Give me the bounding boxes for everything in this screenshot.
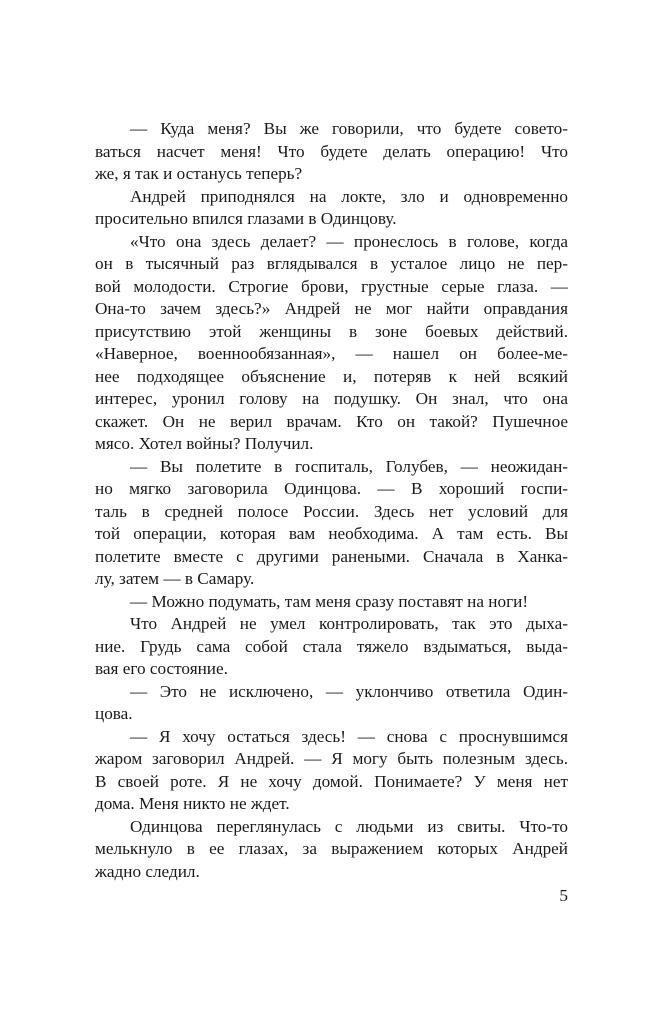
text-line: Одинцова переглянулась с людьми из свиты. Что-то: [130, 816, 568, 836]
paragraph: [95, 591, 568, 614]
text-line: лу, затем — в Самару.: [95, 569, 255, 588]
text-line: вой молодости. Строгие брови, грустные серые глаза. —: [95, 276, 568, 296]
text-line: дома. Меня никто не ждет.: [95, 794, 290, 813]
text-line: ние. Грудь сама собой стала тяжело вздыматься, выда-: [95, 636, 568, 656]
text-line: просительно впился глазами в Одинцову.: [95, 209, 397, 228]
paragraph: [95, 613, 568, 681]
text-line: — Куда меня? Вы же говорили, что будете совето-: [130, 119, 568, 138]
text-line: но мягко заговорила Одинцова. — В хороший госпи-: [95, 479, 568, 498]
text-line: вая его состояние.: [95, 659, 228, 678]
paragraph: [95, 118, 568, 186]
text-line: Что Андрей не умел контролировать, так это дыха-: [130, 614, 568, 633]
text-line: мясо. Хотел войны? Получил.: [95, 434, 314, 453]
paragraph: [95, 816, 568, 884]
paragraph: [95, 726, 568, 816]
text-line: скажет. Он не верил врачам. Кто он такой? Пушечное: [95, 411, 568, 431]
paragraph: [95, 186, 568, 231]
text-line: Андрей приподнялся на локте, зло и одновременно: [130, 186, 568, 206]
text-line: жадно следил.: [95, 861, 200, 881]
text-line: — Вы полетите в госпиталь, Голубев, — неожидан-: [130, 456, 568, 476]
text-line: он в тысячный раз вглядывался в усталое лицо не пер-: [95, 254, 568, 273]
paragraph: [95, 456, 568, 591]
paragraph: [95, 681, 568, 726]
text-line: полетите вместе с другими ранеными. Сначала в Ханка-: [95, 546, 568, 566]
text-line: — Можно подумать, там меня сразу поставят на ноги!: [130, 591, 529, 611]
text-line: же, я так и останусь теперь?: [95, 164, 303, 183]
text-line: присутствию этой женщины в зоне боевых действий.: [95, 321, 568, 341]
text-line: цова.: [95, 704, 133, 723]
text-line: «Что она здесь делает? — пронеслось в голове, когда: [130, 231, 568, 251]
text-line: «Наверное, военнообязанная», — нашел он более-ме-: [95, 344, 568, 363]
text-line: ваться насчет меня! Что будете делать операцию! Что: [95, 141, 568, 161]
text-line: нее подходящее объяснение и, потеряв к ней всякий: [95, 366, 568, 386]
body-text: [95, 118, 568, 883]
text-line: Она-то зачем здесь?» Андрей не мог найти оправдания: [95, 299, 568, 318]
text-line: В своей роте. Я не хочу домой. Понимаете? У меня нет: [95, 771, 568, 791]
page-number: 5: [559, 886, 568, 905]
text-line: жаром заговорил Андрей. — Я могу быть полезным здесь.: [95, 749, 568, 768]
text-line: той операции, которая вам необходима. А там есть. Вы: [95, 524, 568, 543]
text-line: таль в средней полосе России. Здесь нет условий для: [95, 501, 568, 521]
text-line: — Я хочу остаться здесь! — снова с проснувшимся: [130, 726, 568, 746]
text-line: интерес, уронил голову на подушку. Он знал, что она: [95, 389, 568, 408]
text-line: мелькнуло в ее глазах, за выражением которых Андрей: [95, 839, 568, 858]
text-line: — Это не исключено, — уклончиво ответила Один-: [130, 681, 568, 701]
paragraph: [95, 231, 568, 456]
